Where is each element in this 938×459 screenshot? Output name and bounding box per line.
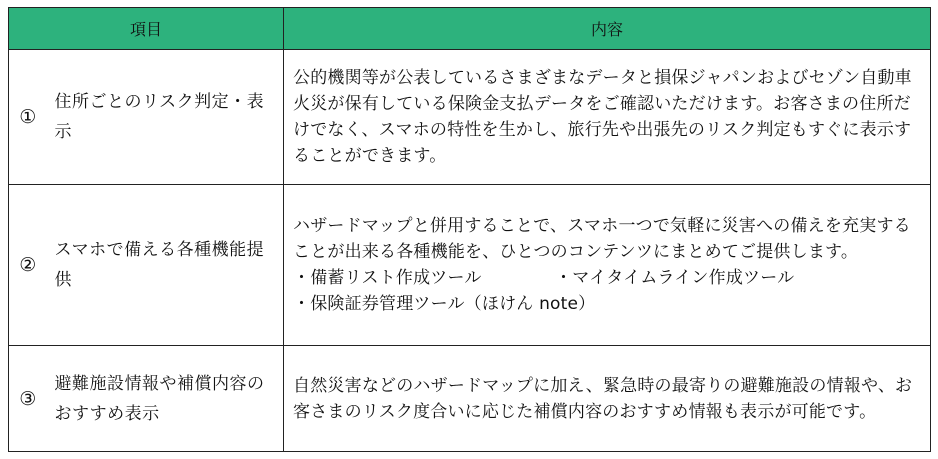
tool-item: ・備蓄リスト作成ツール — [293, 268, 482, 288]
features-table — [8, 7, 931, 452]
row-number: ② — [9, 185, 47, 346]
table-row — [9, 50, 931, 185]
header-item: 項目 — [9, 8, 284, 50]
tool-item: ・マイタイムライン作成ツール — [555, 268, 795, 288]
tool-item: ・保険証券管理ツール（ほけん note） — [293, 294, 596, 314]
row-number: ① — [9, 50, 47, 185]
row-name: スマホで備える各種機能提供 — [47, 185, 284, 346]
table-header-row — [9, 8, 931, 50]
row-description: 公的機関等が公表しているさまざまなデータと損保ジャパンおよびセゾン自動車火災が保有している保険金支払データをご確認いただけます。お客さまの住所だけでなく、スマホの特性を生かし、旅行先や出張先のリスク判定もすぐに表示することができます。 — [284, 50, 931, 185]
row-description-cell — [284, 185, 931, 346]
row-description: 自然災害などのハザードマップに加え、緊急時の最寄りの避難施設の情報や、お客さまのリスク度合いに応じた補償内容のおすすめ情報も表示が可能です。 — [284, 346, 931, 452]
row-number: ③ — [9, 346, 47, 452]
table-row — [9, 346, 931, 452]
header-content: 内容 — [284, 8, 931, 50]
row-name: 住所ごとのリスク判定・表示 — [47, 50, 284, 185]
row-name: 避難施設情報や補償内容のおすすめ表示 — [47, 346, 284, 452]
tool-list — [293, 265, 922, 317]
row-description: ハザードマップと併用することで、スマホ一つで気軽に災害への備えを充実することが出来る各種機能を、ひとつのコンテンツにまとめてご提供します。 — [293, 216, 911, 262]
table-row — [9, 185, 931, 346]
